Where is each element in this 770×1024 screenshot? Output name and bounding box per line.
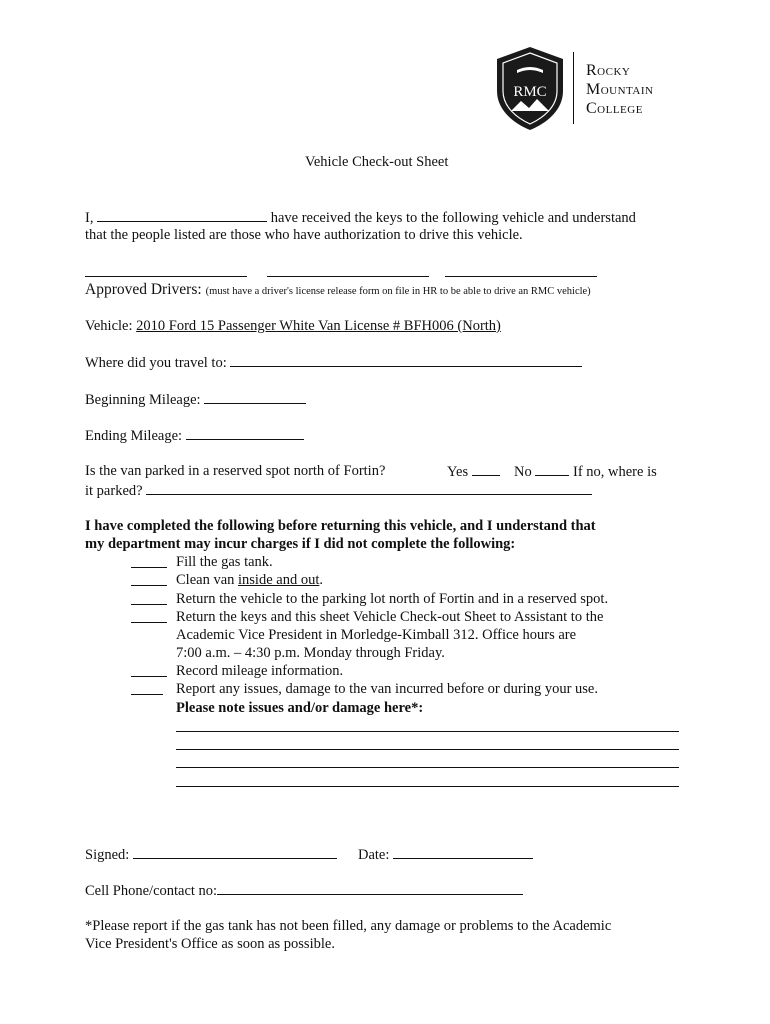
checklist-heading-2: my department may incur charges if I did not complete the following:: [85, 536, 516, 552]
signature-field[interactable]: [133, 845, 337, 859]
cell-field[interactable]: [217, 881, 523, 895]
check-field-issues[interactable]: [131, 694, 163, 695]
damage-line-2[interactable]: [176, 749, 679, 750]
svg-text:RMC: RMC: [513, 84, 547, 100]
intro-line-1: [85, 208, 636, 227]
parked-yes-field[interactable]: [472, 462, 500, 476]
damage-line-1[interactable]: [176, 731, 679, 732]
item-clean-emphasis: inside and out: [238, 572, 320, 588]
item-clean-period: .: [319, 572, 323, 588]
rmc-shield-icon: [493, 45, 567, 131]
approved-drivers-row: [85, 281, 591, 299]
approved-drivers-label: Approved Drivers:: [85, 281, 202, 298]
date-label: Date:: [358, 847, 390, 863]
driver-field-1[interactable]: [85, 276, 247, 277]
item-return-keys-2: Academic Vice President in Morledge-Kimball 312. Office hours are: [176, 627, 577, 643]
check-field-gas[interactable]: [131, 567, 167, 568]
beginning-mileage-label: Beginning Mileage:: [85, 392, 201, 408]
date-field[interactable]: [393, 845, 533, 859]
checklist-heading-1: I have completed the following before returning this vehicle, and I understand that: [85, 518, 596, 534]
footnote-line-1: *Please report if the gas tank has not been filled, any damage or problems to the Academic: [85, 918, 612, 934]
item-return-vehicle: Return the vehicle to the parking lot north of Fortin and in a reserved spot.: [176, 591, 609, 607]
vehicle-value: 2010 Ford 15 Passenger White Van License # BFH006 (North): [136, 318, 501, 334]
ending-mileage-label: Ending Mileage:: [85, 428, 183, 444]
parked-line-2: [85, 481, 592, 500]
logo-word-rocky: Rocky: [586, 62, 631, 79]
parked-question: Is the van parked in a reserved spot north of Fortin?: [85, 463, 386, 479]
signed-row: [85, 845, 337, 864]
intro-text: have received the keys to the following vehicle and understand: [270, 210, 636, 226]
parked-where-label: it parked?: [85, 483, 143, 499]
ending-mileage-row: [85, 426, 304, 445]
damage-label: Please note issues and/or damage here*:: [176, 700, 424, 716]
check-field-return-keys[interactable]: [131, 622, 167, 623]
parked-yes-row: [447, 462, 500, 481]
item-mileage: Record mileage information.: [176, 663, 344, 679]
beginning-mileage-field[interactable]: [204, 390, 306, 404]
vehicle-label: Vehicle:: [85, 318, 133, 334]
check-field-clean[interactable]: [131, 585, 167, 586]
item-return-keys-3: 7:00 a.m. – 4:30 p.m. Monday through Friday.: [176, 645, 445, 661]
parked-if-no: If no, where is: [572, 464, 657, 480]
travel-field[interactable]: [230, 353, 582, 367]
name-field[interactable]: [97, 208, 267, 222]
intro-line-2: that the people listed are those who have authorization to drive this vehicle.: [85, 227, 523, 243]
parked-no-row: [514, 462, 657, 481]
damage-line-4[interactable]: [176, 786, 679, 787]
check-field-return-vehicle[interactable]: [131, 604, 167, 605]
cell-label: Cell Phone/contact no:: [85, 883, 218, 899]
travel-label: Where did you travel to:: [85, 355, 227, 371]
parked-no-label: No: [514, 464, 532, 480]
check-field-mileage[interactable]: [131, 676, 167, 677]
footnote-line-2: Vice President's Office as soon as possible.: [85, 936, 335, 952]
signed-label: Signed:: [85, 847, 130, 863]
travel-row: [85, 353, 582, 372]
logo-divider: [573, 52, 574, 124]
item-clean-text: Clean van: [176, 572, 235, 588]
ending-mileage-field[interactable]: [186, 426, 304, 440]
intro-prefix: I,: [85, 210, 94, 226]
cell-row: [85, 881, 523, 900]
date-row: [358, 845, 533, 864]
driver-field-3[interactable]: [445, 276, 597, 277]
approved-drivers-note: (must have a driver's license release form on file in HR to be able to drive an RMC vehicle): [205, 286, 591, 297]
damage-line-3[interactable]: [176, 767, 679, 768]
item-gas: Fill the gas tank.: [176, 554, 273, 570]
parked-where-field[interactable]: [146, 481, 592, 495]
page-title: Vehicle Check-out Sheet: [305, 154, 449, 170]
logo-word-mountain: Mountain: [586, 81, 654, 98]
item-clean: [176, 571, 323, 589]
item-return-keys-1: Return the keys and this sheet Vehicle Check-out Sheet to Assistant to the: [176, 609, 604, 625]
vehicle-row: [85, 317, 501, 335]
logo-word-college: College: [586, 100, 643, 117]
beginning-mileage-row: [85, 390, 306, 409]
parked-yes-label: Yes: [447, 464, 469, 480]
parked-no-field[interactable]: [535, 462, 569, 476]
item-issues: Report any issues, damage to the van incurred before or during your use.: [176, 681, 598, 697]
driver-field-2[interactable]: [267, 276, 429, 277]
